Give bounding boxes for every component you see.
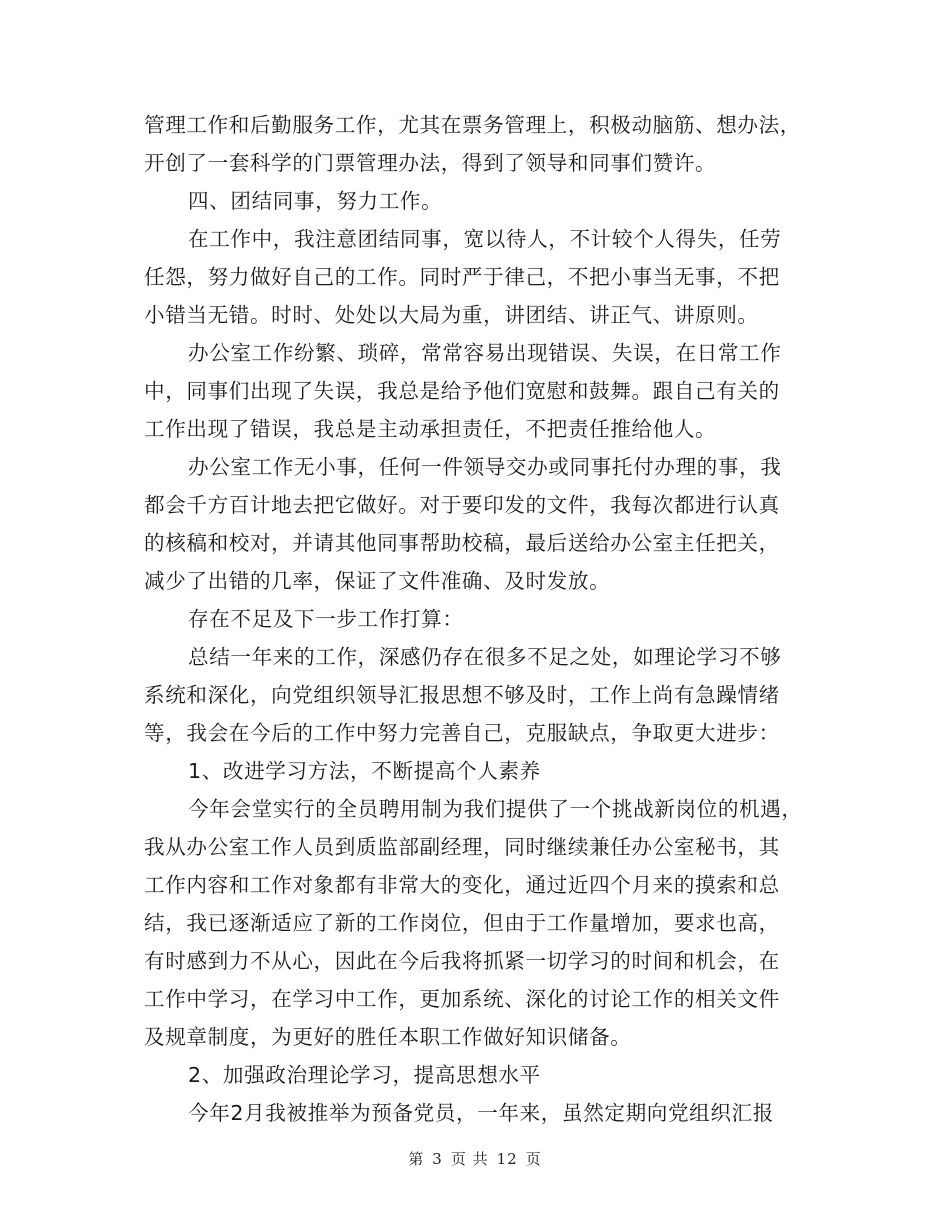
text-line: 今年会堂实行的全员聘用制为我们提供了一个挑战新岗位的机遇， <box>188 797 803 821</box>
text-line: 任怨，努力做好自己的工作。同时严于律己，不把小事当无事，不把 <box>144 265 780 289</box>
text-line: 开创了一套科学的门票管理办法，得到了领导和同事们赞许。 <box>144 151 717 175</box>
text-line: 工作内容和工作对象都有非常大的变化，通过近四个月来的摸索和总 <box>144 873 780 897</box>
text-line: 四、团结同事，努力工作。 <box>188 189 443 213</box>
footer-middle: 页 共 <box>450 1150 489 1168</box>
text-line: 的核稿和校对，并请其他同事帮助校稿，最后送给办公室主任把关， <box>144 531 780 555</box>
text-line: 管理工作和后勤服务工作，尤其在票务管理上，积极动脑筋、想办法， <box>144 113 802 137</box>
text-line: 及规章制度，为更好的胜任本职工作做好知识储备。 <box>144 1025 632 1049</box>
text-line: 工作出现了错误，我总是主动承担责任，不把责任推给他人。 <box>144 417 717 441</box>
text-line: 系统和深化，向党组织领导汇报思想不够及时，工作上尚有急躁情绪 <box>144 683 780 707</box>
text-line: 减少了出错的几率，保证了文件准确、及时发放。 <box>144 569 611 593</box>
document-body <box>144 106 810 1132</box>
text-line: 都会千方百计地去把它做好。对于要印发的文件，我每次都进行认真 <box>144 493 780 517</box>
footer-suffix: 页 <box>525 1150 542 1168</box>
footer-prefix: 第 <box>408 1150 425 1168</box>
text-line: 中，同事们出现了失误，我总是给予他们宽慰和鼓舞。跟自己有关的 <box>144 379 780 403</box>
text-line: 结，我已逐渐适应了新的工作岗位，但由于工作量增加，要求也高， <box>144 911 780 935</box>
text-line: 今年2月我被推举为预备党员，一年来，虽然定期向党组织汇报 <box>188 1101 774 1125</box>
text-line: 办公室工作无小事，任何一件领导交办或同事托付办理的事，我 <box>188 455 782 479</box>
text-line: 小错当无错。时时、处处以大局为重，讲团结、讲正气、讲原则。 <box>144 303 759 327</box>
text-line: 总结一年来的工作，深感仍存在很多不足之处，如理论学习不够 <box>188 645 782 669</box>
text-line: 在工作中，我注意团结同事，宽以待人，不计较个人得失，任劳 <box>188 227 782 251</box>
text-line: 2、加强政治理论学习，提高思想水平 <box>188 1063 541 1087</box>
footer-current-page: 3 <box>432 1150 443 1168</box>
text-line: 工作中学习，在学习中工作，更加系统、深化的讨论工作的相关文件 <box>144 987 780 1011</box>
page-footer <box>0 1148 950 1169</box>
text-line: 存在不足及下一步工作打算： <box>188 607 464 631</box>
footer-total-pages: 12 <box>496 1150 518 1168</box>
text-line: 1、改进学习方法，不断提高个人素养 <box>188 759 541 783</box>
text-line: 我从办公室工作人员到质监部副经理，同时继续兼任办公室秘书，其 <box>144 835 780 859</box>
text-line: 有时感到力不从心，因此在今后我将抓紧一切学习的时间和机会，在 <box>144 949 780 973</box>
text-line: 办公室工作纷繁、琐碎，常常容易出现错误、失误，在日常工作 <box>188 341 782 365</box>
text-line: 等，我会在今后的工作中努力完善自己，克服缺点，争取更大进步： <box>144 721 780 745</box>
